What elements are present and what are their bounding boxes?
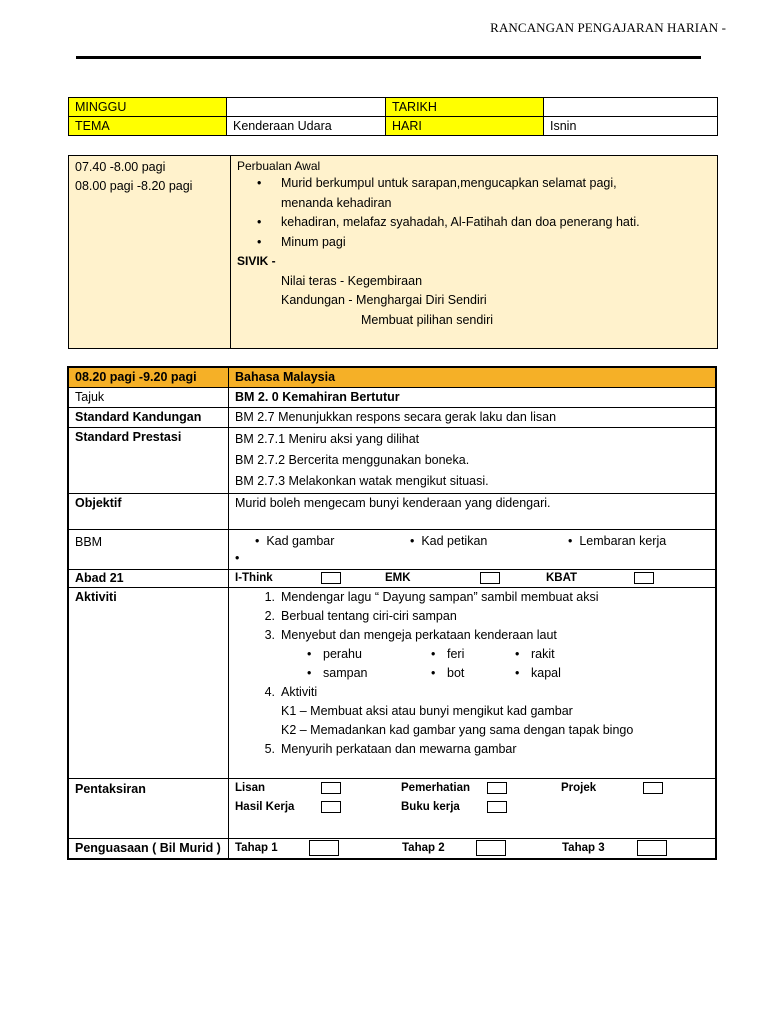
lisan-checkbox[interactable] [321, 779, 401, 798]
aktiviti-k1: K1 – Membuat aksi atau bunyi mengikut kad gambar [281, 704, 573, 718]
lesson-subject: Bahasa Malaysia [229, 367, 717, 388]
lesson-table [67, 366, 717, 860]
sivik-kandungan-2: Membuat pilihan sendiri [361, 312, 494, 327]
aktiviti-words-row-1 [251, 645, 709, 664]
bbm-empty-bullet: • [235, 551, 240, 565]
tahap-3-label: Tahap 3 [562, 842, 605, 854]
bbm-value [229, 530, 717, 570]
aktiviti-label: Aktiviti [68, 588, 229, 779]
penguasaan-value [229, 839, 717, 859]
buku-kerja-label: Buku kerja [401, 801, 460, 813]
tajuk-value: BM 2. 0 Kemahiran Bertutur [229, 388, 717, 408]
bbm-item: • Kad petikan [410, 534, 488, 548]
standard-prestasi-item: BM 2.7.3 Melakonkan watak mengikut situasi. [235, 474, 489, 488]
tahap-2-box[interactable] [476, 839, 562, 857]
tarikh-label: TARIKH [386, 98, 544, 117]
word-item: • bot [431, 666, 465, 680]
word-item: • rakit [515, 647, 555, 661]
standard-prestasi-value [229, 428, 717, 494]
penguasaan-label: Penguasaan ( Bil Murid ) [68, 839, 229, 859]
info-table [68, 97, 718, 136]
pentaksiran-row-2 [235, 798, 709, 817]
abad21-kbat-checkbox[interactable] [634, 570, 654, 587]
hasil-kerja-label: Hasil Kerja [235, 801, 295, 813]
tahap-2-label: Tahap 2 [402, 842, 445, 854]
abad21-label: Abad 21 [68, 570, 229, 588]
minggu-label: MINGGU [69, 98, 227, 117]
abad21-ithink-checkbox[interactable] [321, 570, 385, 587]
aktiviti-words-row-2 [251, 664, 709, 683]
standard-prestasi-label: Standard Prestasi [68, 428, 229, 494]
aktiviti-k2: K2 – Memadankan kad gambar yang sama dengan tapak bingo [281, 723, 634, 737]
bbm-label: BBM [68, 530, 229, 570]
objektif-value: Murid boleh mengecam bunyi kenderaan yang didengari. [229, 494, 717, 530]
opening-session-block [68, 155, 718, 349]
hari-label: HARI [386, 117, 544, 136]
abad21-emk-checkbox[interactable] [480, 570, 546, 587]
opening-bullet-1: • Murid berkumpul untuk sarapan,mengucapkan selamat pagi, [237, 174, 640, 194]
opening-times [69, 156, 231, 348]
lisan-label: Lisan [235, 782, 266, 794]
tema-label: TEMA [69, 117, 227, 136]
opening-content [237, 158, 640, 330]
document-header-title: RANCANGAN PENGAJARAN HARIAN - [490, 20, 726, 35]
minggu-value[interactable] [227, 98, 386, 117]
opening-bullet-1-cont: menanda kehadiran [281, 195, 392, 210]
tahap-1-label: Tahap 1 [235, 842, 278, 854]
word-item: • feri [431, 647, 465, 661]
hasil-kerja-checkbox[interactable] [321, 798, 401, 817]
aktiviti-step-3: 3. Menyebut dan mengeja perkataan kenderaan laut [264, 628, 557, 642]
pentaksiran-label: Pentaksiran [68, 779, 229, 839]
opening-bullet-3: • Minum pagi [237, 233, 640, 253]
aktiviti-step-2: 2. Berbual tentang ciri-ciri sampan [264, 609, 457, 623]
opening-bullet-2: • kehadiran, melafaz syahadah, Al-Fatihah dan doa penerang hati. [237, 213, 640, 233]
tahap-1-box[interactable] [309, 839, 402, 857]
word-item: • sampan [307, 666, 368, 680]
standard-prestasi-item: BM 2.7.2 Bercerita menggunakan boneka. [235, 453, 470, 467]
objektif-label: Objektif [68, 494, 229, 530]
tahap-3-box[interactable] [637, 839, 667, 857]
lesson-time: 08.20 pagi -9.20 pagi [68, 367, 229, 388]
sivik-nilai: Nilai teras - Kegembiraan [281, 273, 423, 288]
projek-label: Projek [561, 782, 597, 794]
abad21-ithink-label: I-Think [235, 572, 273, 584]
tarikh-value[interactable] [544, 98, 718, 117]
bbm-item: • Kad gambar [255, 534, 335, 548]
opening-time-1: 07.40 -8.00 pagi [75, 160, 166, 174]
opening-time-2: 08.00 pagi -8.20 pagi [75, 179, 193, 193]
standard-prestasi-item: BM 2.7.1 Meniru aksi yang dilihat [235, 432, 420, 446]
bbm-item: • Lembaran kerja [568, 534, 667, 548]
sivik-kandungan: Kandungan - Menghargai Diri Sendiri [281, 293, 487, 307]
tema-value[interactable]: Kenderaan Udara [227, 117, 386, 136]
abad21-kbat-label: KBAT [546, 572, 578, 584]
buku-kerja-checkbox[interactable] [487, 798, 507, 817]
aktiviti-value [229, 588, 717, 779]
word-item: • kapal [515, 666, 561, 680]
aktiviti-step-4: 4. Aktiviti [264, 685, 318, 699]
header-divider [76, 56, 701, 59]
aktiviti-step-5: 5. Menyurih perkataan dan mewarna gambar [264, 742, 517, 756]
aktiviti-step-1: 1. Mendengar lagu “ Dayung sampan” sambil membuat aksi [264, 590, 599, 604]
standard-kandungan-label: Standard Kandungan [68, 408, 229, 428]
tajuk-label: Tajuk [68, 388, 229, 408]
pemerhatian-label: Pemerhatian [401, 782, 471, 794]
pemerhatian-checkbox[interactable] [487, 779, 561, 798]
abad21-emk-label: EMK [385, 572, 411, 584]
word-item: • perahu [307, 647, 362, 661]
opening-title: Perbualan Awal [237, 159, 321, 173]
abad21-value [229, 570, 717, 588]
pentaksiran-row-1 [235, 779, 709, 798]
standard-kandungan-value: BM 2.7 Menunjukkan respons secara gerak laku dan lisan [229, 408, 717, 428]
hari-value[interactable]: Isnin [544, 117, 718, 136]
projek-checkbox[interactable] [643, 779, 663, 798]
sivik-label: SIVIK - [237, 254, 276, 268]
pentaksiran-value [229, 779, 717, 839]
